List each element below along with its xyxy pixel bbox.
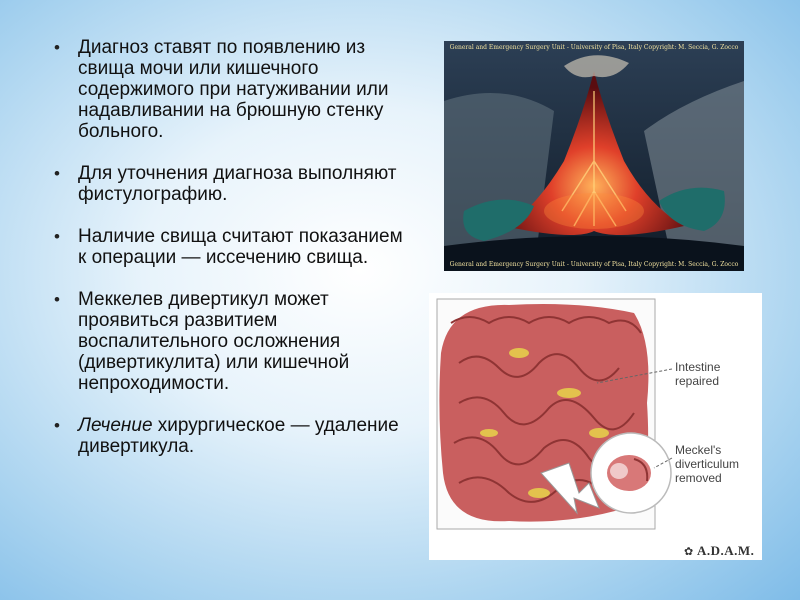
photo-caption-top: General and Emergency Surgery Unit - University of Pisa, Italy Copyright: M. Seccia, G. Zocco xyxy=(449,44,739,51)
bullet-text: хирургическое — удаление дивертикула. xyxy=(78,415,399,457)
bullet-item xyxy=(52,226,412,268)
bullet-italic-lead: Лечение xyxy=(78,415,153,436)
surgery-photo-graphic xyxy=(444,41,744,271)
diverticulum-piece xyxy=(607,455,651,491)
bullet-text: Меккелев дивертикул может проявиться развитием воспалительного осложнения (дивертикулита) или кишечной непроходимости. xyxy=(78,289,350,394)
bullet-text: Для уточнения диагноза выполняют фистулографию. xyxy=(78,163,397,205)
photo-caption-bottom: General and Emergency Surgery Unit - University of Pisa, Italy Copyright: M. Seccia, G. Zocco xyxy=(449,261,739,268)
bullet-item xyxy=(52,289,412,394)
bullet-list xyxy=(52,37,412,478)
label-intestine-repaired: Intestine repaired xyxy=(675,360,721,388)
adam-logo-icon: ✿ xyxy=(684,546,694,558)
surgery-photo xyxy=(444,41,744,271)
adam-logo: A.D.A.M. xyxy=(697,543,755,558)
bullet-text: Наличие свища считают показанием к операции — иссечению свища. xyxy=(78,226,403,268)
bullet-text: Диагноз ставят по появлению из свища мочи или кишечного содержимого при натуживании или надавливании на брюшную стенку больного. xyxy=(78,37,389,142)
label-meckel-removed: Meckel's diverticulum removed xyxy=(675,443,740,485)
bullet-item xyxy=(52,415,412,457)
bullet-item xyxy=(52,163,412,205)
intestine-illustration xyxy=(429,293,762,560)
bullet-item xyxy=(52,37,412,142)
intestine-drawing xyxy=(429,293,762,560)
